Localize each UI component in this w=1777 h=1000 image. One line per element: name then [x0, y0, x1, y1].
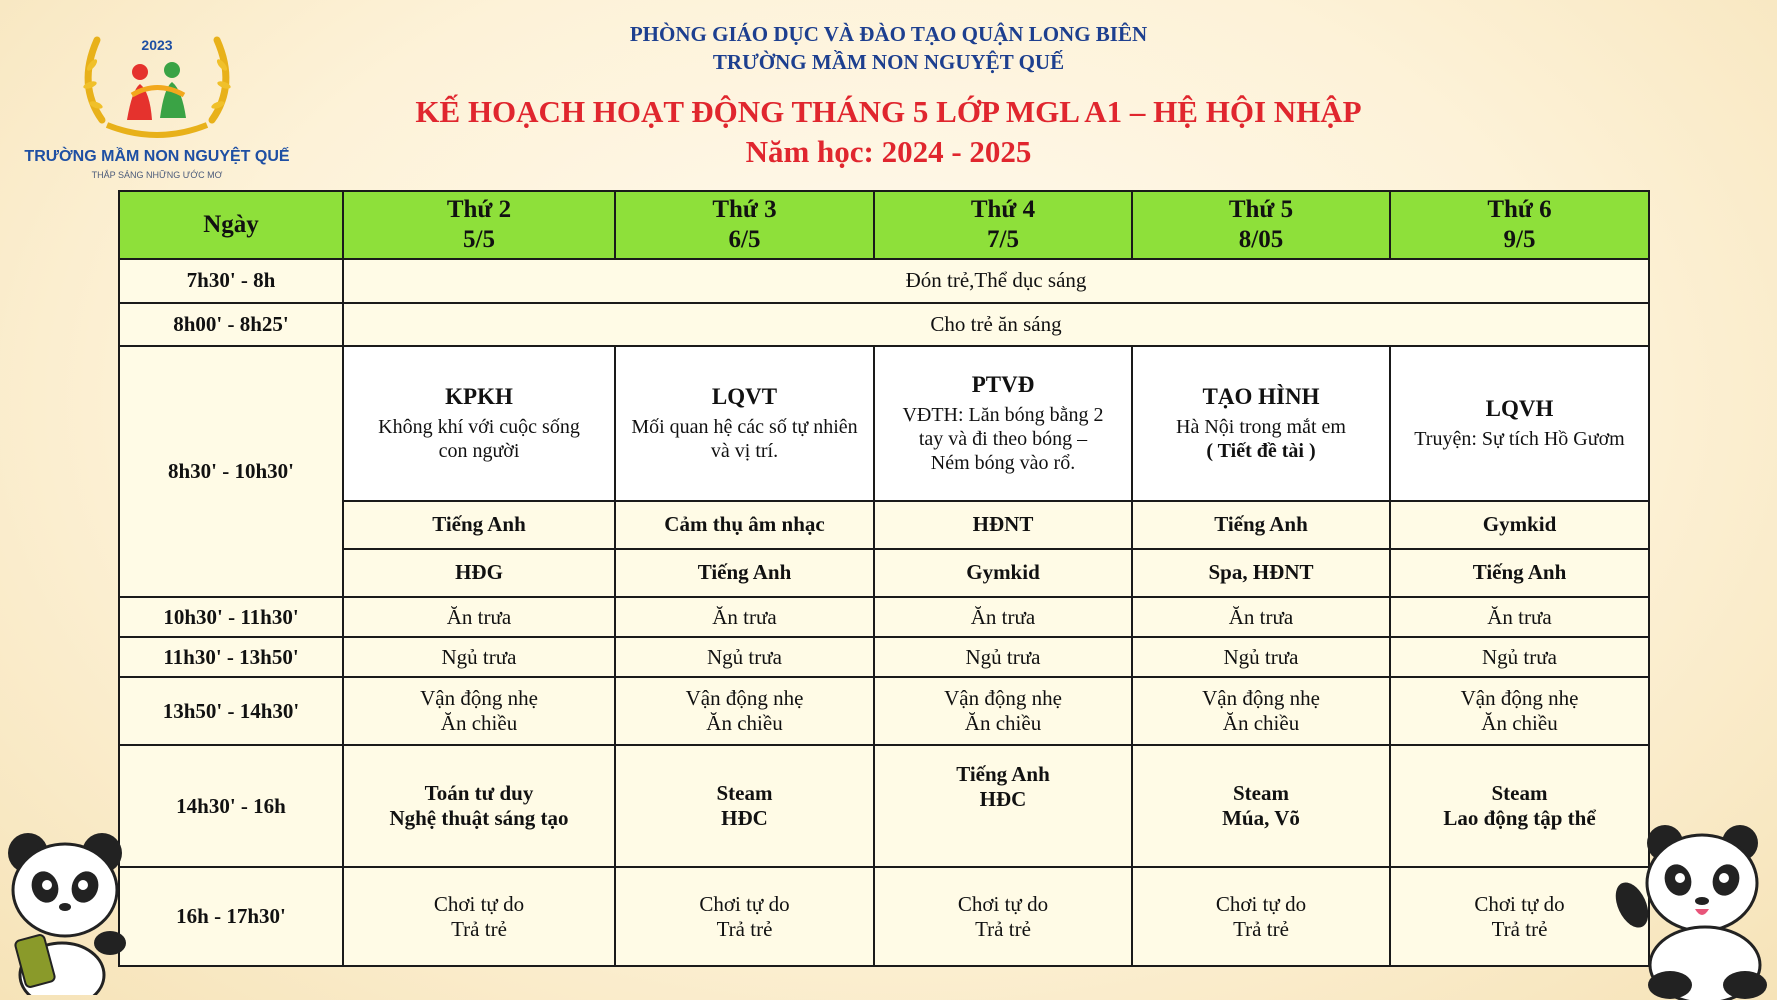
table-row	[119, 549, 1649, 597]
activity-cell: Ngủ trưa	[874, 637, 1132, 677]
time-cell: 13h50' - 14h30'	[119, 677, 343, 744]
activity-cell: Vận động nhẹ Ăn chiều	[874, 677, 1132, 744]
activity-cell: Chơi tự do Trả trẻ	[343, 867, 615, 966]
merged-activity-cell: Đón trẻ,Thể dục sáng	[343, 259, 1649, 302]
school-name: TRƯỜNG MẦM NON NGUYỆT QUẾ	[712, 50, 1065, 74]
logo-year: 2023	[141, 37, 173, 53]
table-row	[119, 303, 1649, 346]
logo-school-name: TRƯỜNG MẦM NON NGUYỆT QUẾ	[24, 148, 290, 165]
logo-slogan: THẮP SÁNG NHỮNG ƯỚC MƠ	[91, 170, 223, 180]
activity-cell: Chơi tự do Trả trẻ	[615, 867, 874, 966]
table-row	[119, 259, 1649, 302]
activity-cell: Ăn trưa	[874, 597, 1132, 637]
activity-cell: Ngủ trưa	[343, 637, 615, 677]
time-cell: 8h30' - 10h30'	[119, 346, 343, 597]
activity-cell: Ăn trưa	[615, 597, 874, 637]
activity-cell: LQVT Mối quan hệ các số tự nhiên và vị trí.	[615, 346, 874, 501]
activity-cell: Gymkid	[874, 549, 1132, 597]
activity-cell: Tiếng Anh HĐC	[874, 745, 1132, 868]
activity-cell: Tiếng Anh	[343, 501, 615, 549]
activity-cell: Toán tư duy Nghệ thuật sáng tạo	[343, 745, 615, 868]
school-year: Năm học: 2024 - 2025	[745, 134, 1032, 169]
panda-right-icon	[1610, 825, 1775, 1000]
table-row	[119, 745, 1649, 868]
activity-cell: Steam Múa, Võ	[1132, 745, 1390, 868]
activity-cell: TẠO HÌNH Hà Nội trong mắt em ( Tiết đề tài )	[1132, 346, 1390, 501]
activity-cell: Gymkid	[1390, 501, 1649, 549]
activity-cell: Vận động nhẹ Ăn chiều	[1390, 677, 1649, 744]
table-row	[119, 637, 1649, 677]
table-row	[119, 677, 1649, 744]
activity-cell: Chơi tự do Trả trẻ	[1390, 867, 1649, 966]
activity-cell: Vận động nhẹ Ăn chiều	[615, 677, 874, 744]
time-cell: 7h30' - 8h	[119, 259, 343, 302]
header-day: Thứ 5 8/05	[1132, 191, 1390, 259]
header-day: Thứ 6 9/5	[1390, 191, 1649, 259]
activity-cell: Ngủ trưa	[1390, 637, 1649, 677]
activity-cell: HĐG	[343, 549, 615, 597]
activity-cell: Ăn trưa	[1132, 597, 1390, 637]
merged-activity-cell: Cho trẻ ăn sáng	[343, 303, 1649, 346]
activity-cell: Ngủ trưa	[615, 637, 874, 677]
time-cell: 11h30' - 13h50'	[119, 637, 343, 677]
department-name: PHÒNG GIÁO DỤC VÀ ĐÀO TẠO QUẬN LONG BIÊN	[629, 22, 1148, 46]
activity-cell: Steam Lao động tập thể	[1390, 745, 1649, 868]
time-cell: 8h00' - 8h25'	[119, 303, 343, 346]
panda-left-icon	[0, 825, 140, 995]
header-corner: Ngày	[119, 191, 343, 259]
activity-cell: LQVH Truyện: Sự tích Hồ Gươm	[1390, 346, 1649, 501]
header-day: Thứ 2 5/5	[343, 191, 615, 259]
time-cell: 10h30' - 11h30'	[119, 597, 343, 637]
activity-cell: HĐNT	[874, 501, 1132, 549]
header-day: Thứ 4 7/5	[874, 191, 1132, 259]
time-cell: 14h30' - 16h	[119, 745, 343, 868]
activity-cell: Vận động nhẹ Ăn chiều	[343, 677, 615, 744]
activity-cell: PTVĐ VĐTH: Lăn bóng bằng 2 tay và đi theo bóng – Ném bóng vào rổ.	[874, 346, 1132, 501]
header-day: Thứ 3 6/5	[615, 191, 874, 259]
table-row	[119, 501, 1649, 549]
activity-cell: Chơi tự do Trả trẻ	[1132, 867, 1390, 966]
table-row	[119, 346, 1649, 501]
activity-cell: Chơi tự do Trả trẻ	[874, 867, 1132, 966]
table-row	[119, 597, 1649, 637]
table-row	[119, 867, 1649, 966]
activity-cell: Vận động nhẹ Ăn chiều	[1132, 677, 1390, 744]
activity-cell: Tiếng Anh	[615, 549, 874, 597]
activity-cell: Ăn trưa	[343, 597, 615, 637]
activity-cell: Ăn trưa	[1390, 597, 1649, 637]
schedule-table	[118, 190, 1650, 967]
table-header-row	[119, 191, 1649, 259]
activity-cell: Steam HĐC	[615, 745, 874, 868]
activity-cell: Ngủ trưa	[1132, 637, 1390, 677]
activity-cell: Tiếng Anh	[1390, 549, 1649, 597]
page-title: KẾ HOẠCH HOẠT ĐỘNG THÁNG 5 LỚP MGL A1 – HỆ HỘI NHẬP	[415, 94, 1362, 129]
activity-cell: Spa, HĐNT	[1132, 549, 1390, 597]
activity-cell: Cảm thụ âm nhạc	[615, 501, 874, 549]
activity-cell: Tiếng Anh	[1132, 501, 1390, 549]
activity-cell: KPKH Không khí với cuộc sống con người	[343, 346, 615, 501]
time-cell: 16h - 17h30'	[119, 867, 343, 966]
